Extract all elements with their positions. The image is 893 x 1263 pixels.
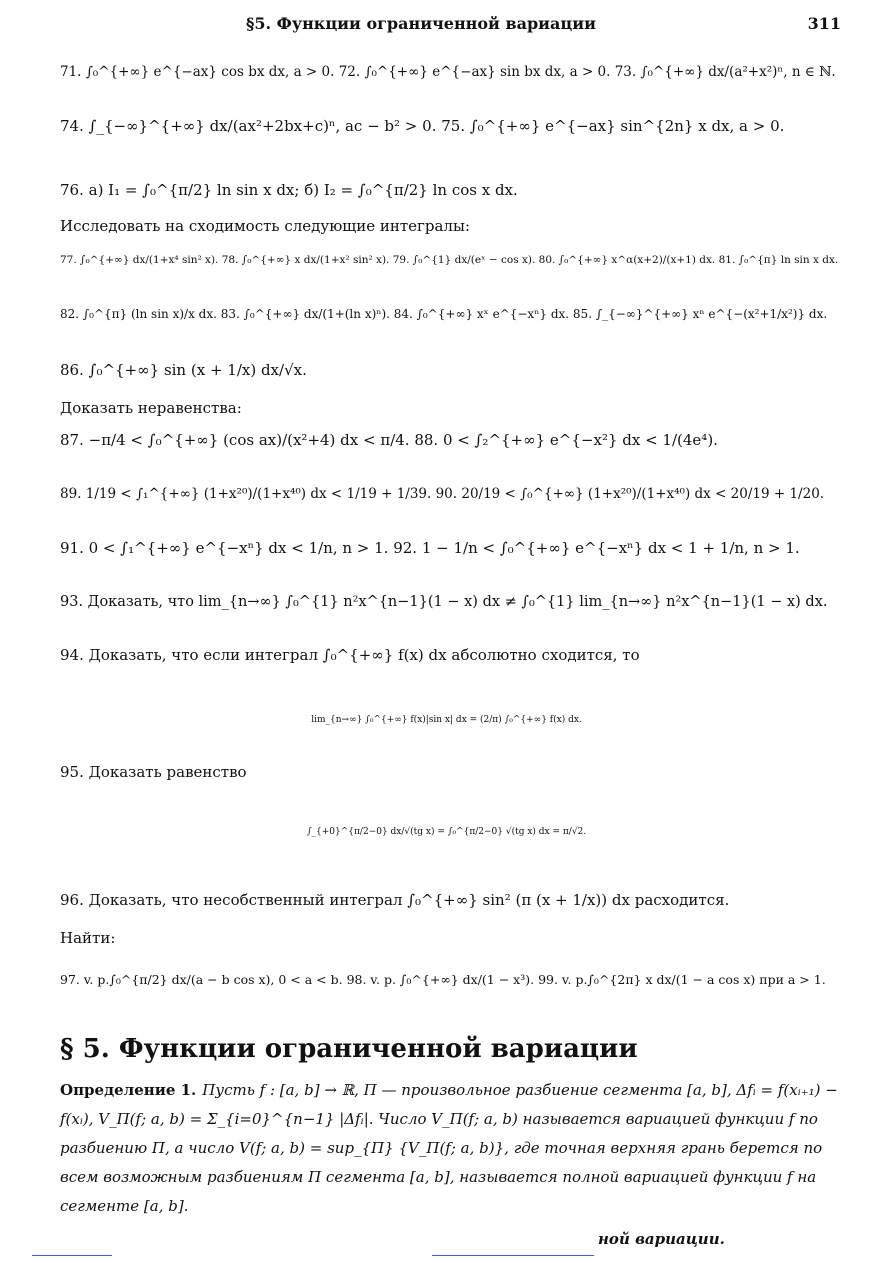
task-heading-inequalities: Доказать неравенства:	[60, 399, 242, 417]
problem-76: 76. а) I₁ = ∫₀^{π/2} ln sin x dx; б) I₂ = ∫₀^{π/2} ln cos x dx.	[60, 181, 518, 199]
task-heading-find: Найти:	[60, 929, 116, 947]
definition-label: Определение 1.	[60, 1081, 197, 1099]
problem-93: 93. Доказать, что lim_{n→∞} ∫₀^{1} n²x^{n−1}(1 − x) dx ≠ ∫₀^{1} lim_{n→∞} n²x^{n−1}(1 − x) dx.	[60, 594, 828, 610]
problem-91-92: 91. 0 < ∫₁^{+∞} e^{−xⁿ} dx < 1/n, n > 1. 92. 1 − 1/n < ∫₀^{+∞} e^{−xⁿ} dx < 1 + 1/n, n > 1.	[60, 539, 800, 557]
underline-rule-right	[432, 1255, 594, 1256]
running-title: §5. Функции ограниченной вариации	[246, 14, 596, 33]
page-header	[0, 14, 893, 36]
problem-82-85: 82. ∫₀^{π} (ln sin x)/x dx. 83. ∫₀^{+∞} dx/(1+(ln x)ⁿ). 84. ∫₀^{+∞} xˣ e^{−xⁿ} dx. 85. ∫_{−∞}^{+∞} xⁿ e^{−(x²+1/x²)} dx.	[60, 307, 828, 321]
task-heading-convergence: Исследовать на сходимость следующие интегралы:	[60, 217, 470, 235]
problem-86: 86. ∫₀^{+∞} sin (x + 1/x) dx/√x.	[60, 361, 307, 379]
problem-77-81: 77. ∫₀^{+∞} dx/(1+x⁴ sin² x). 78. ∫₀^{+∞} x dx/(1+x² sin² x). 79. ∫₀^{1} dx/(eˣ − cos x). 80. ∫₀^{+∞} x^α(x+2)/(x+1) dx. 81. ∫₀^{π} ln sin x dx.	[60, 254, 839, 266]
problem-94-formula: lim_{n→∞} ∫₀^{+∞} f(x)|sin x| dx = (2/π) ∫₀^{+∞} f(x) dx.	[311, 715, 582, 725]
problem-94: 94. Доказать, что если интеграл ∫₀^{+∞} f(x) dx абсолютно сходится, то	[60, 646, 640, 664]
problem-87-88: 87. −π/4 < ∫₀^{+∞} (cos ax)/(x²+4) dx < π/4. 88. 0 < ∫₂^{+∞} e^{−x²} dx < 1/(4e⁴).	[60, 431, 718, 449]
underline-rule-left	[32, 1255, 112, 1256]
problem-97-99: 97. v. p.∫₀^{π/2} dx/(a − b cos x), 0 < a < b. 98. v. p. ∫₀^{+∞} dx/(1 − x³). 99. v. p.∫₀^{2π} x dx/(1 − a cos x) при a > 1.	[60, 972, 826, 987]
problem-74-75: 74. ∫_{−∞}^{+∞} dx/(ax²+2bx+c)ⁿ, ac − b² > 0. 75. ∫₀^{+∞} e^{−ax} sin^{2n} x dx, a > 0.	[60, 117, 785, 135]
definition-block	[60, 1076, 850, 1221]
problem-95: 95. Доказать равенство	[60, 763, 247, 781]
page-number: 311	[807, 14, 841, 33]
cut-off-text: ной вариации.	[598, 1230, 725, 1248]
section-heading: § 5. Функции ограниченной вариации	[60, 1034, 638, 1064]
problem-95-formula: ∫_{+0}^{π/2−0} dx/√(tg x) = ∫₀^{π/2−0} √(tg x) dx = π/√2.	[306, 827, 587, 837]
definition-text: Пусть f : [a, b] → ℝ, Π — произвольное разбиение сегмента [a, b], Δfᵢ = f(xᵢ₊₁) − f(xᵢ), V_Π(f; a, b) = Σ_{i=0}^{n−1} |Δfᵢ|. Число V_Π(f; a, b) называется вариацией функции f по разбиению Π, а число V(f; a, b) = sup_{Π} {V_Π(f; a, b)}, где точная верхняя грань берется по всем возможным разбиениям Π сегмента [a, b], называется полной вариацией функции f на сегменте [a, b].	[60, 1081, 838, 1215]
problem-89-90: 89. 1/19 < ∫₁^{+∞} (1+x²⁰)/(1+x⁴⁰) dx < 1/19 + 1/39. 90. 20/19 < ∫₀^{+∞} (1+x²⁰)/(1+x⁴⁰) dx < 20/19 + 1/20.	[60, 486, 825, 502]
problem-96: 96. Доказать, что несобственный интеграл ∫₀^{+∞} sin² (π (x + 1/x)) dx расходится.	[60, 891, 730, 909]
problem-71-73: 71. ∫₀^{+∞} e^{−ax} cos bx dx, a > 0. 72. ∫₀^{+∞} e^{−ax} sin bx dx, a > 0. 73. ∫₀^{+∞} dx/(a²+x²)ⁿ, n ∈ ℕ.	[60, 64, 836, 80]
